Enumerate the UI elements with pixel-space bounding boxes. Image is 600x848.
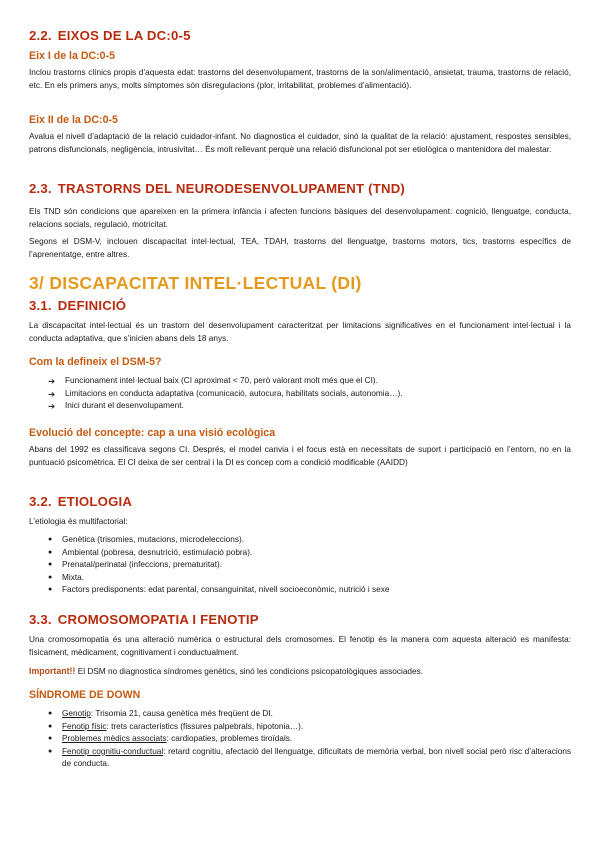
important-label: Important!! [29,666,76,676]
heading-number: 2.3. [29,181,52,196]
list-item: ● Fenotip cognitiu-conductual: retard cognitiu, afectació del llenguatge, dificultats de memòria verbal, bon nivell social però risc d’alteracions de conducta. [48,746,571,769]
heading-text: CROMOSOMOPATIA I FENOTIP [57,612,259,627]
heading-text: EIXOS DE LA DC:0-5 [57,28,191,43]
heading-text: DEFINICIÓ [57,298,127,313]
bullet-icon: ● [48,548,53,556]
important-note [29,665,571,679]
bullet-icon: ● [48,722,53,730]
subheading-eix-2: Eix II de la DC:0-5 [29,114,118,126]
heading-3-3 [29,612,571,627]
paragraph-tnd-1: Els TND són condicions que apareixen en la primera infància i afecten funcions bàsiques del desenvolupament: cognició, llenguatge, conducta, relacions socials, regulació, motricitat. [29,207,571,229]
paragraph-definicio: La discapacitat intel·lectual és un trastorn del desenvolupament caracteritzat per limitacions significatives en el funcionament intel·lectual i la conducta adaptativa, que s’inicien abans dels 18 anys. [29,321,571,343]
paragraph-etiologia: L’etiologia és multifactorial: [29,517,128,526]
important-text: El DSM no diagnostica síndromes genètics, sinó les condicions psicopatològiques associades. [75,667,424,676]
term: Problemes mèdics associats [62,734,167,744]
bullet-icon: ● [48,747,53,755]
subheading-eix-1: Eix I de la DC:0-5 [29,50,115,62]
heading-text: TRASTORNS DEL NEURODESENVOLUPAMENT (TND) [57,181,406,196]
term: Genotip [62,709,91,718]
paragraph-cromosomopatia: Una cromosomopatia és una alteració numèrica o estructural dels cromosomes. El fenotip és la manera com aquesta alteració es manifesta: físicament, mèdicament, cognitivament i conductualment. [29,635,571,657]
heading-number: 2.2. [29,28,52,43]
bullet-icon: ● [48,573,53,581]
arrow-icon: ➔ [48,376,56,386]
paragraph-eix-1: Inclou trastorns clínics propis d’aquesta edat: trastorns del desenvolupament, trastorns de la son/alimentació, ansietat, trauma, trastorns de relació, etc. En els primers anys, molts símptomes són disregulacions (plor, irritabilitat, problemes d’alimentació). [29,68,571,90]
bullet-icon: ● [48,561,53,569]
heading-number: 3.1. [29,298,52,313]
list-item: ● Genètica (trisomies, mutacions, microdeleccions). [29,534,571,547]
list-item: ● Factors predisponents: edat parental, consanguinitat, nivell socioeconòmic, nutrició i sexe [29,584,571,597]
list-item: ● Genotip: Trisomia 21, causa genètica més freqüent de DI. [29,708,571,721]
heading-2-3 [29,181,571,196]
subheading-evolucio: Evolució del concepte: cap a una visió ecològica [29,427,276,439]
paragraph-evolucio: Abans del 1992 es classificava segons CI. Després, el model canvia i el focus està en necessitats de suport i participació en l’entorn, no en la puntuació psicomètrica. El CI deixa de ser central i la DI es concep com a condició modificable (AAIDD) [29,445,571,467]
bullet-icon: ● [48,586,53,594]
heading-3-2 [29,494,571,509]
list-item: ➔ Funcionament intel·lectual baix (CI aproximat < 70, però valorant molt més que el CI). [48,376,378,386]
heading-3: 3/ DISCAPACITAT INTEL·LECTUAL (DI) [29,273,362,293]
list-item: ● Ambiental (pobresa, desnutrició, estimulació pobra). [29,547,571,560]
subheading-down: SÍNDROME DE DOWN [29,689,141,701]
arrow-icon: ➔ [48,388,56,399]
dsm5-list [29,375,571,413]
heading-number: 3.3. [29,612,52,627]
list-item: ● Problemes mèdics associats: cardiopaties, problemes tiroïdals. [29,733,571,746]
list-item: ● Prenatal/perinatal (infeccions, prematuritat). [29,559,571,572]
down-list [29,708,571,771]
heading-number: 3.2. [29,494,52,509]
heading-2-2 [29,28,571,43]
etiologia-list [29,534,571,597]
heading-text: ETIOLOGIA [57,494,133,509]
list-item: ● Mixta. [29,572,571,585]
bullet-icon: ● [48,735,53,743]
subheading-dsm5: Com la defineix el DSM-5? [29,356,162,368]
list-item: ➔ Limitacions en conducta adaptativa (comunicació, autocura, habilitats socials, autonomia…). [48,388,403,399]
list-item: ➔ Inici durant el desenvolupament. [48,401,184,412]
paragraph-eix-2: Avalua el nivell d’adaptació de la relació cuidador-infant. No diagnostica el cuidador, sinó la qualitat de la relació: ajustament, respostes sensibles, patrons disfuncionals, negligència, intrusivitat… És molt rellevant perquè una relació disfuncional pot ser etiològica o mantenidora del malestar. [29,132,571,154]
bullet-icon: ● [48,710,53,717]
heading-3-1 [29,298,571,313]
term: Fenotip físic [62,721,107,731]
bullet-icon: ● [48,536,53,543]
term: Fenotip cognitiu-conductual [62,746,164,756]
paragraph-tnd-2: Segons el DSM-V, inclouen discapacitat intel·lectual, TEA, TDAH, trastorns del llenguatge, trastorns motors, tics, trastorns específics de l’aprenentatge, entre altres. [29,237,571,259]
arrow-icon: ➔ [48,401,56,412]
list-item: ● Fenotip físic: trets característics (fissures palpebrals, hipotonia…). [29,721,571,734]
